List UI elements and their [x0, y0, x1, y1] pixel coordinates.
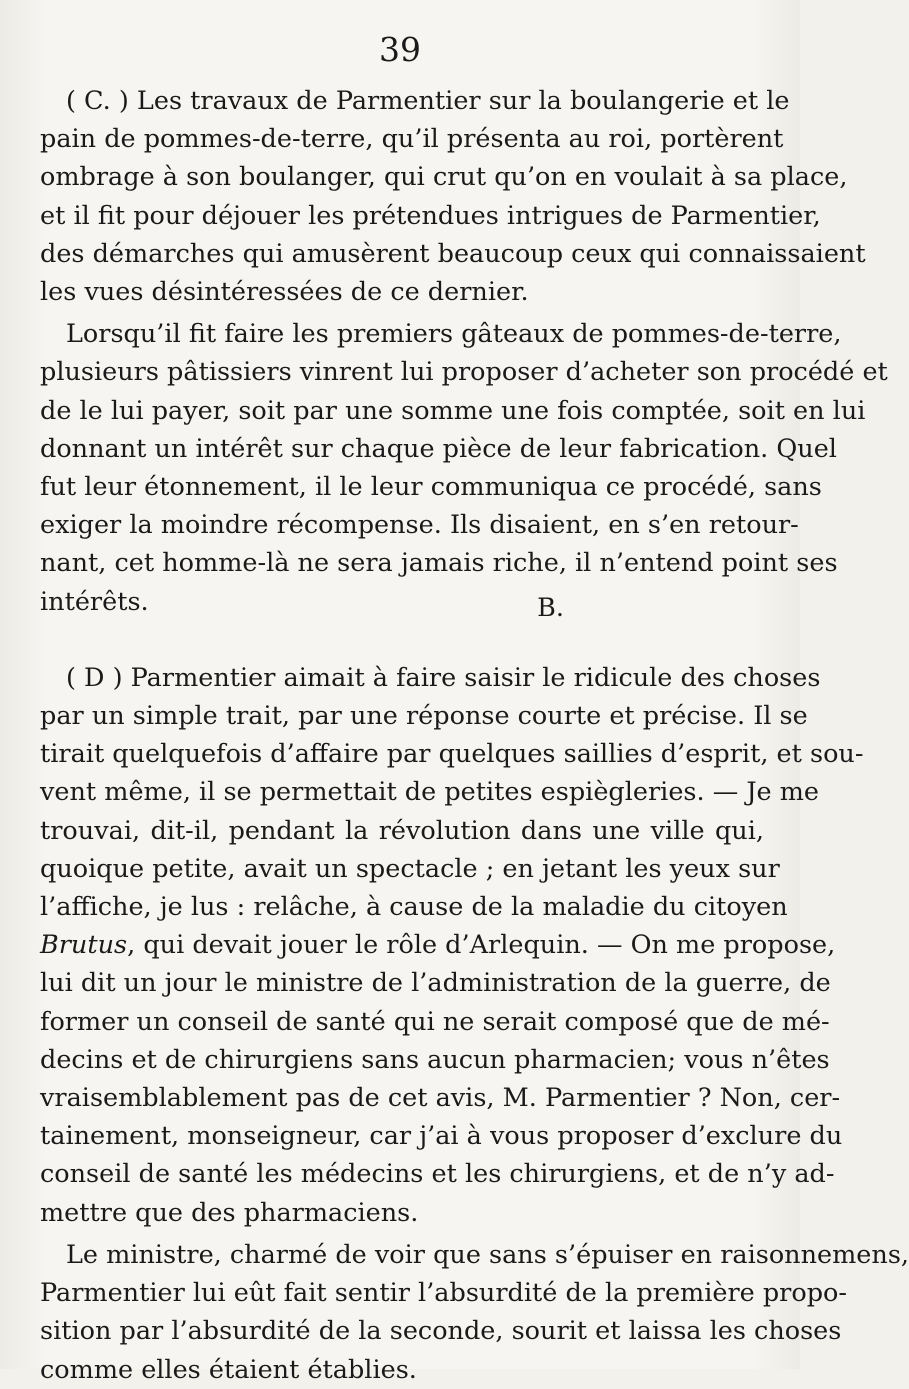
text-line: lui dit un jour le ministre de l’administration de la guerre, de — [40, 968, 831, 999]
text-line: vraisemblablement pas de cet avis, M. Parmentier ? Non, cer- — [40, 1083, 841, 1114]
page-body — [40, 82, 909, 1389]
text-line: conseil de santé les médecins et les chirurgiens, et de n’y ad- — [40, 1159, 835, 1190]
text-line — [40, 926, 836, 964]
text-line: Parmentier lui eût fait sentir l’absurdité de la première propo- — [40, 1278, 848, 1309]
text-line: mettre que des pharmaciens. — [40, 1197, 419, 1228]
text-line: quoique petite, avait un spectacle ; en jetant les yeux sur — [40, 853, 780, 884]
text-line: former un conseil de santé qui ne serait composé que de mé- — [40, 1006, 830, 1037]
text-line: comme elles étaient établies. — [40, 1354, 417, 1385]
text-line: Lorsqu’il fit faire les premiers gâteaux de pommes-de-terre, — [66, 319, 842, 350]
text-line: vent même, il se permettait de petites espiègleries. — Je me — [40, 777, 820, 808]
paragraph-ministre — [40, 1236, 909, 1389]
text-line: les vues désintéressées de ce dernier. — [40, 277, 529, 308]
text-line: et il fit pour déjouer les prétendues intrigues de Parmentier, — [40, 200, 821, 231]
text-line: ombrage à son boulanger, qui crut qu’on en voulait à sa place, — [40, 162, 848, 193]
text-line: par un simple trait, par une réponse courte et précise. Il se — [40, 701, 808, 732]
text-line: fut leur étonnement, il le leur communiqua ce procédé, sans — [40, 472, 822, 503]
text-line: tainement, monseigneur, car j’ai à vous proposer d’exclure du — [40, 1121, 843, 1152]
paragraph-c — [40, 82, 866, 311]
text-line: l’affiche, je lus : relâche, à cause de la maladie du citoyen — [40, 892, 788, 923]
text-line: nant, cet homme-là ne sera jamais riche, il n’entend point ses — [40, 548, 838, 579]
text-line: decins et de chirurgiens sans aucun pharmacien; vous n’êtes — [40, 1044, 830, 1075]
text-line: sition par l’absurdité de la seconde, sourit et laissa les choses — [40, 1316, 842, 1347]
text-line: plusieurs pâtissiers vinrent lui proposer d’acheter son procédé et — [40, 357, 888, 388]
text-line: intérêts. — [40, 586, 149, 617]
name-brutus: Brutus — [40, 930, 128, 961]
paragraph-d — [40, 659, 864, 1232]
text-line: tirait quelquefois d’affaire par quelques saillies d’esprit, et sou- — [40, 739, 864, 770]
text-line: de le lui payer, soit par une somme une fois comptée, soit en lui — [40, 395, 866, 426]
text-fragment: , qui devait jouer le rôle d’Arlequin. — On me propose, — [127, 930, 836, 961]
text-line: Le ministre, charmé de voir que sans s’épuiser en raisonnemens, — [66, 1239, 909, 1270]
text-line: pain de pommes-de-terre, qu’il présenta au roi, portèrent — [40, 124, 784, 155]
paragraph-patissiers — [40, 315, 888, 623]
text-line: trouvai, dit-il, pendant la révolution dans une ville qui, — [40, 815, 764, 846]
text-line: exiger la moindre récompense. Ils disaient, en s’en retour- — [40, 510, 799, 541]
text-line: donnant un intérêt sur chaque pièce de leur fabrication. Quel — [40, 433, 837, 464]
text-line: ( C. ) Les travaux de Parmentier sur la boulangerie et le — [66, 86, 790, 116]
text-line: ( D ) Parmentier aimait à faire saisir le ridicule des choses — [66, 662, 821, 693]
page-number: 39 — [379, 30, 421, 69]
author-signature: B. — [537, 592, 564, 623]
closing-line — [40, 583, 764, 621]
text-line: des démarches qui amusèrent beaucoup ceux qui connaissaient — [40, 238, 866, 269]
